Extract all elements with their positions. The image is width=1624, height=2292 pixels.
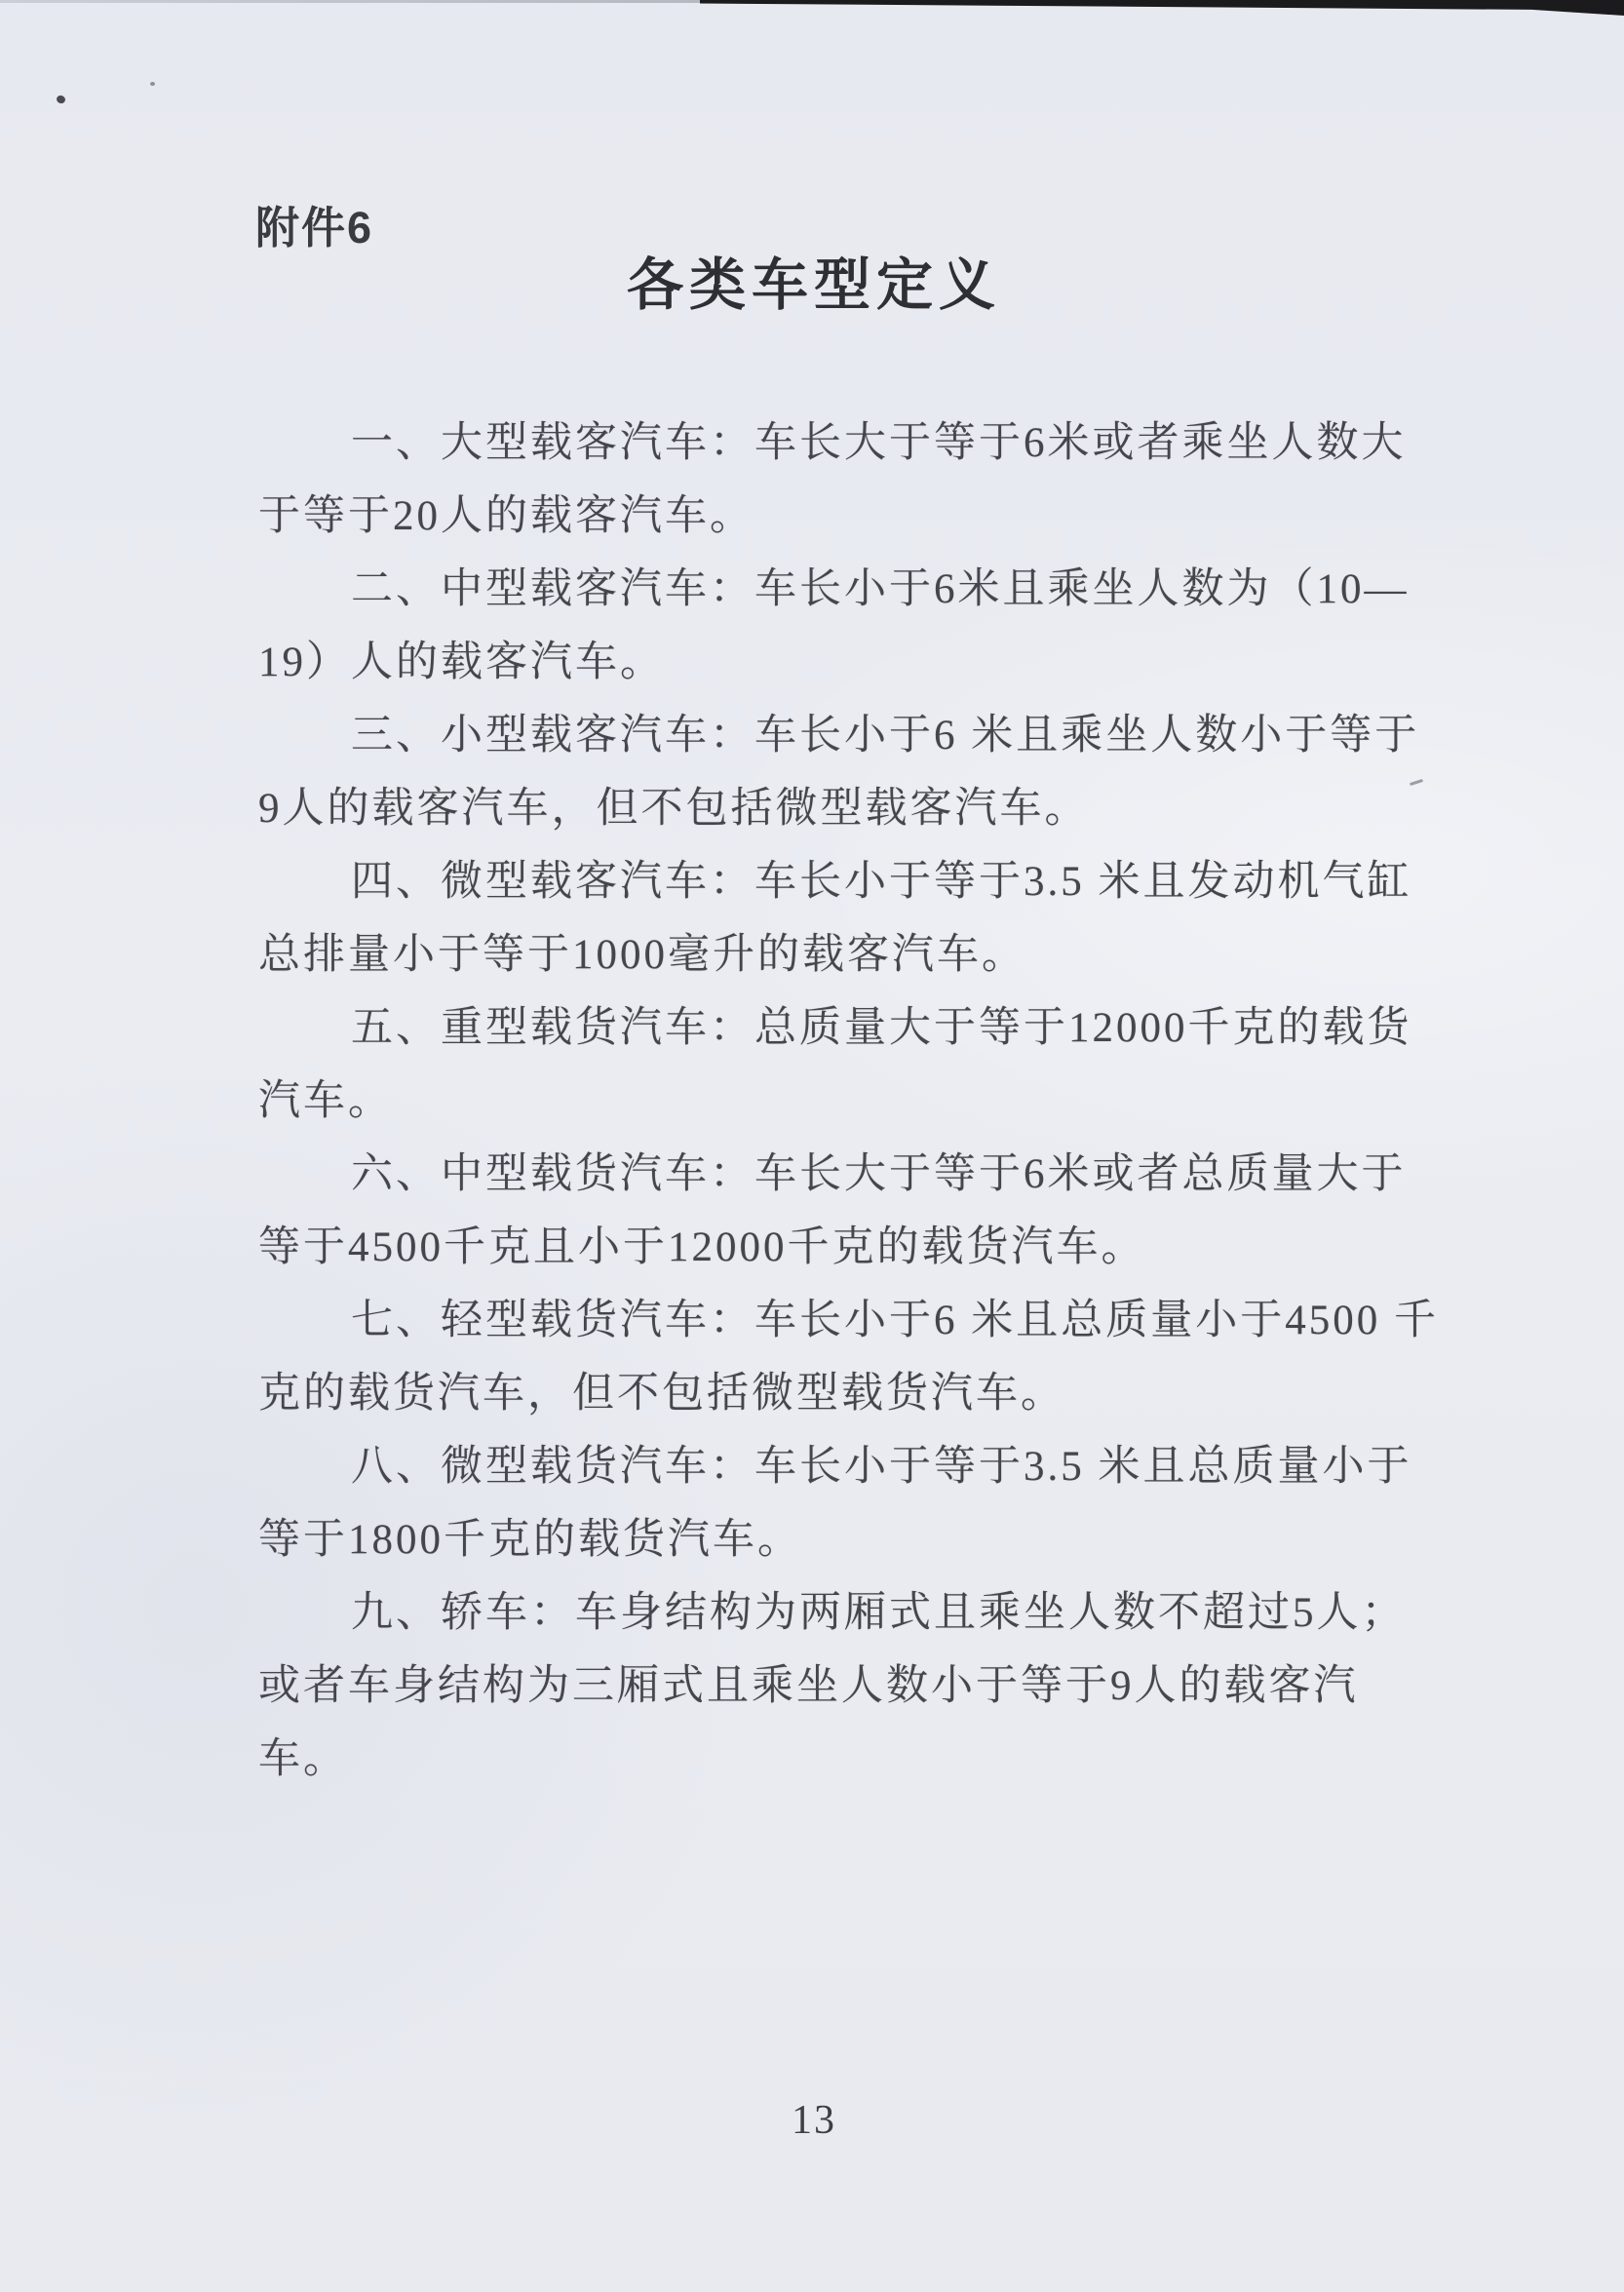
text-line: 三、小型载客汽车：车长小于6 米且乘坐人数小于等于	[351, 713, 1420, 758]
text-line: 或者车身结构为三厢式且乘坐人数小于等于9人的载客汽	[258, 1663, 1359, 1709]
ink-speck	[150, 82, 155, 86]
text-line: 克的载货汽车，但不包括微型载货汽车。	[258, 1371, 1065, 1417]
text-line: 车。	[258, 1736, 348, 1782]
text-line: 九、轿车：车身结构为两厢式且乘坐人数不超过5人；	[351, 1590, 1407, 1636]
ink-speck	[1410, 779, 1423, 786]
text-line: 四、微型载客汽车：车长小于等于3.5 米且发动机气缸	[351, 859, 1412, 905]
text-line: 七、轻型载货汽车：车长小于6 米且总质量小于4500 千	[351, 1298, 1439, 1343]
text-line: 总排量小于等于1000毫升的载客汽车。	[258, 932, 1026, 978]
scan-edge-shadow	[700, 0, 1624, 16]
text-line: 于等于20人的载客汽车。	[258, 493, 754, 539]
text-line: 一、大型载客汽车：车长大于等于6米或者乘坐人数大	[351, 420, 1407, 466]
document-body	[258, 407, 1439, 1796]
text-line: 八、微型载货汽车：车长小于等于3.5 米且总质量小于	[351, 1444, 1412, 1490]
page-number: 13	[792, 2098, 836, 2143]
text-line: 等于4500千克且小于12000千克的载货汽车。	[258, 1224, 1146, 1270]
text-line: 9人的载客汽车，但不包括微型载客汽车。	[258, 786, 1090, 832]
text-line: 六、中型载货汽车：车长大于等于6米或者总质量大于	[351, 1151, 1407, 1197]
text-line: 等于1800千克的载货汽车。	[258, 1517, 802, 1563]
page-title: 各类车型定义	[626, 253, 1001, 317]
text-line: 五、重型载货汽车：总质量大于等于12000千克的载货	[351, 1005, 1412, 1051]
text-line: 汽车。	[258, 1078, 393, 1124]
attachment-label: 附件6	[255, 203, 374, 253]
text-line: 二、中型载客汽车：车长小于6米且乘坐人数为（10—	[351, 566, 1410, 612]
ink-speck	[56, 95, 66, 105]
text-line: 19）人的载客汽车。	[258, 640, 665, 685]
